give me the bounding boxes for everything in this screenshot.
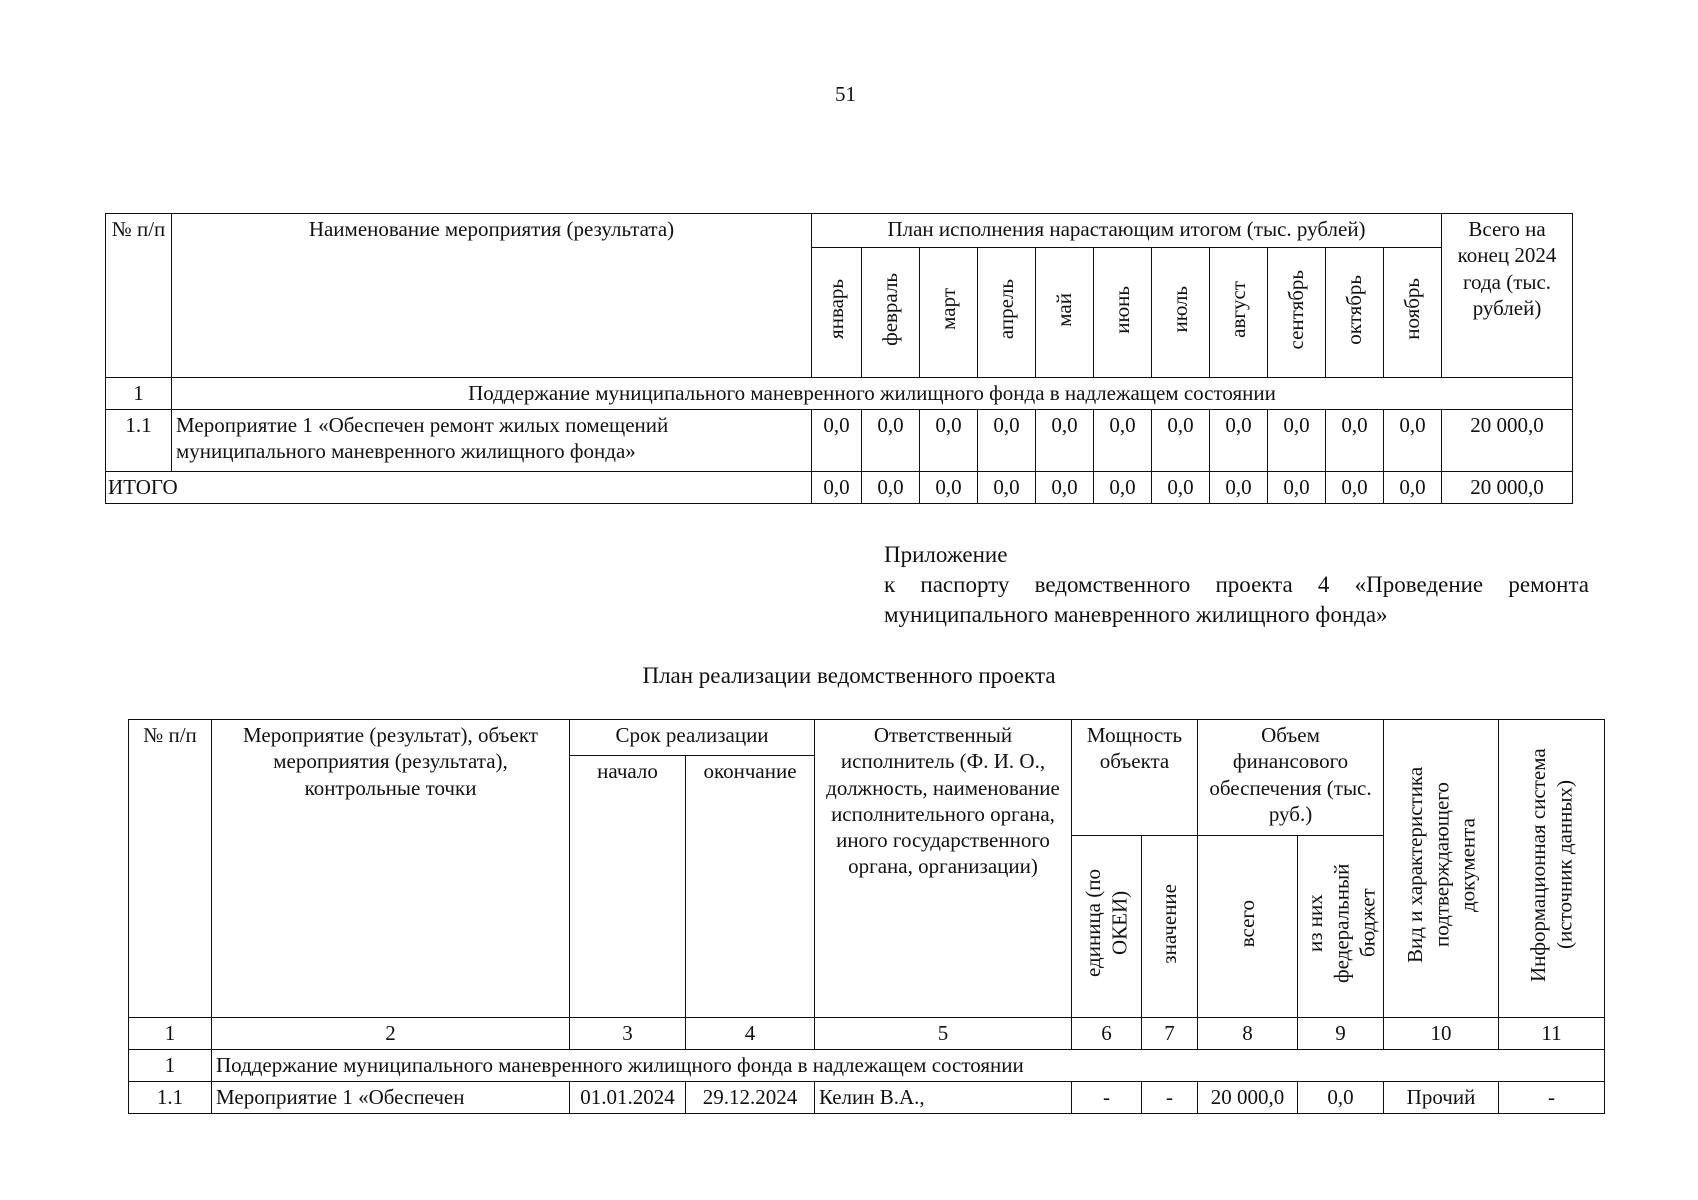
plan-execution-table	[105, 213, 1573, 504]
month-value: 0,0	[1326, 410, 1384, 472]
column-number: 5	[815, 1018, 1072, 1050]
row-fin-federal: 0,0	[1298, 1082, 1384, 1114]
implementation-plan-table	[128, 719, 1605, 1114]
month-header: июль	[1168, 286, 1193, 333]
header-name: Наименование мероприятия (результата)	[172, 214, 812, 378]
row-fin-total: 20 000,0	[1198, 1082, 1298, 1114]
itogo-value: 0,0	[812, 472, 862, 504]
month-value: 0,0	[1094, 410, 1152, 472]
column-number: 10	[1384, 1018, 1499, 1050]
header-responsible: Ответственный исполнитель (Ф. И. О., должность, наименование исполнительного органа, иного государственного органа, организации)	[815, 720, 1072, 1018]
header-total: Всего на конец 2024 года (тыс. рублей)	[1442, 214, 1573, 378]
itogo-label: ИТОГО	[106, 472, 812, 504]
header-capacity: Мощность объекта	[1072, 720, 1198, 836]
month-value: 0,0	[1210, 410, 1268, 472]
page-number: 51	[835, 82, 856, 106]
column-number: 4	[686, 1018, 815, 1050]
column-number: 11	[1499, 1018, 1605, 1050]
month-value: 0,0	[1152, 410, 1210, 472]
row-num: 1.1	[129, 1082, 212, 1114]
appendix-note	[884, 540, 1589, 630]
header-doc: Вид и характеристика подтверждающего документа	[1402, 767, 1480, 964]
header-plan: План исполнения нарастающим итогом (тыс. рублей)	[812, 214, 1442, 248]
month-header: октябрь	[1342, 274, 1367, 345]
month-header: апрель	[994, 279, 1019, 340]
month-header: июнь	[1110, 285, 1135, 334]
itogo-value: 0,0	[1326, 472, 1384, 504]
section-title: Поддержание муниципального маневренного жилищного фонда в надлежащем состоянии	[212, 1050, 1605, 1082]
itogo-value: 0,0	[1152, 472, 1210, 504]
row-total: 20 000,0	[1442, 410, 1573, 472]
header-num: № п/п	[129, 720, 212, 1018]
header-start: начало	[570, 756, 686, 1018]
appendix-title: Приложение	[884, 542, 1008, 567]
header-fin-total: всего	[1235, 899, 1260, 948]
column-numbers-row	[129, 1018, 1605, 1050]
table-row	[106, 410, 1573, 472]
column-number: 9	[1298, 1018, 1384, 1050]
month-value: 0,0	[862, 410, 920, 472]
column-number: 8	[1198, 1018, 1298, 1050]
row-value: -	[1142, 1082, 1198, 1114]
month-value: 0,0	[1036, 410, 1094, 472]
column-number: 2	[212, 1018, 570, 1050]
header-event: Мероприятие (результат), объект мероприятия (результата), контрольные точки	[212, 720, 570, 1018]
month-header: январь	[824, 279, 849, 340]
table-row	[129, 1082, 1605, 1114]
month-value: 0,0	[978, 410, 1036, 472]
month-value: 0,0	[812, 410, 862, 472]
header-finance: Объем финансового обеспечения (тыс. руб.)	[1198, 720, 1384, 836]
section-title: Поддержание муниципального маневренного жилищного фонда в надлежащем состоянии	[172, 378, 1573, 410]
month-header: ноябрь	[1400, 278, 1425, 341]
row-unit: -	[1072, 1082, 1142, 1114]
column-number: 6	[1072, 1018, 1142, 1050]
column-number: 1	[129, 1018, 212, 1050]
itogo-value: 0,0	[978, 472, 1036, 504]
row-info: -	[1499, 1082, 1605, 1114]
month-header: май	[1052, 292, 1077, 327]
itogo-total: 20 000,0	[1442, 472, 1573, 504]
month-value: 0,0	[1384, 410, 1442, 472]
itogo-value: 0,0	[920, 472, 978, 504]
header-fin-federal: из них федеральный бюджет	[1303, 863, 1380, 984]
itogo-value: 0,0	[862, 472, 920, 504]
itogo-value: 0,0	[1210, 472, 1268, 504]
month-header: август	[1226, 280, 1251, 338]
header-unit: единица (по ОКЕИ)	[1081, 869, 1132, 978]
header-value: значение	[1157, 883, 1182, 964]
header-num: № п/п	[106, 214, 172, 378]
column-number: 7	[1142, 1018, 1198, 1050]
section-num: 1	[106, 378, 172, 410]
month-value: 0,0	[920, 410, 978, 472]
row-doc: Прочий	[1384, 1082, 1499, 1114]
row-responsible: Келин В.А.,	[815, 1082, 1072, 1114]
header-end: окончание	[686, 756, 815, 1018]
itogo-value: 0,0	[1036, 472, 1094, 504]
row-start: 01.01.2024	[570, 1082, 686, 1114]
plan-title: План реализации ведомственного проекта	[642, 663, 1056, 688]
row-event: Мероприятие 1 «Обеспечен	[212, 1082, 570, 1114]
month-header: март	[936, 288, 961, 331]
itogo-row	[106, 472, 1573, 504]
itogo-value: 0,0	[1094, 472, 1152, 504]
appendix-line: муниципального маневренного жилищного фонда»	[884, 601, 1388, 627]
appendix-line: к паспорту ведомственного проекта 4 «Проведение ремонта	[884, 571, 1589, 597]
row-name: Мероприятие 1 «Обеспечен ремонт жилых помещений муниципального маневренного жилищного фонда»	[172, 410, 812, 472]
month-value: 0,0	[1268, 410, 1326, 472]
row-num: 1.1	[106, 410, 172, 472]
section-num: 1	[129, 1050, 212, 1082]
month-header: сентябрь	[1284, 269, 1309, 350]
itogo-value: 0,0	[1268, 472, 1326, 504]
header-period: Срок реализации	[570, 720, 815, 756]
header-info: Информационная система (источник данных)	[1526, 748, 1577, 983]
itogo-value: 0,0	[1384, 472, 1442, 504]
row-end: 29.12.2024	[686, 1082, 815, 1114]
column-number: 3	[570, 1018, 686, 1050]
month-header: февраль	[878, 272, 903, 346]
